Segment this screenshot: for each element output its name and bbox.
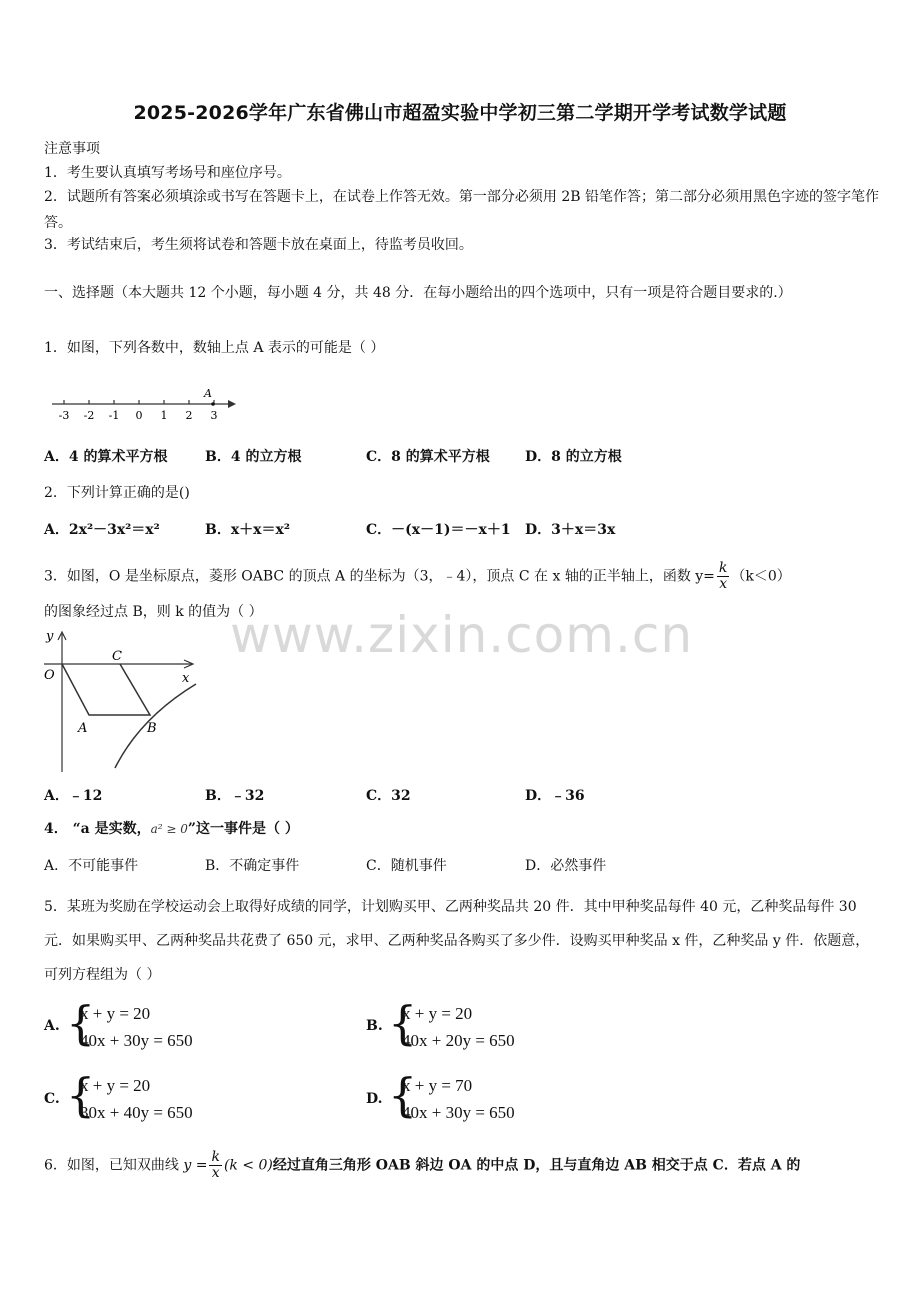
tick-label: -3 [58,409,70,422]
brace: { [66,996,96,1050]
q5-option-b-label[interactable]: B. [366,1018,383,1034]
q3-option-a[interactable]: A．﹣12 [44,788,103,804]
tick-label: 2 [185,409,193,422]
tick-label: -1 [108,409,120,422]
q1-option-a[interactable]: A．4 的算术平方根 [44,449,168,465]
q2-option-b[interactable]: B．x＋x＝x² [205,522,291,538]
label-c: C [112,649,122,664]
q4-option-c[interactable]: C．随机事件 [366,858,447,874]
q2-option-c[interactable]: C．－(x－1)＝－x＋1 [366,522,511,538]
q6-stem [44,1150,800,1181]
q3-option-c[interactable]: C．32 [366,788,411,804]
q3-frac-den: x [719,576,728,592]
q3-option-d[interactable]: D．﹣36 [525,788,585,804]
equation-1: x + y = 20 [80,1076,151,1095]
equation-2: 40x + 20y = 650 [402,1031,515,1050]
q6-y-eq: y = [183,1157,208,1174]
q4-math: a² ≥ 0 [150,822,188,836]
q3-stem-text: 3．如图，O 是坐标原点，菱形 OABC 的顶点 A 的坐标为（3，﹣4），顶点 C 在 x 轴的正半轴上，函数 y= [44,568,715,585]
rhombus-oabc [62,664,150,715]
equation-2: 40x + 30y = 650 [80,1031,193,1050]
q6-frac-num: k [211,1149,220,1165]
point-a-label: A [204,387,212,400]
q6-frac-den: x [211,1165,220,1181]
watermark: www.zixin.com.cn [230,606,694,664]
q3-stem-line-1 [44,561,791,592]
number-line-arrow [228,400,236,408]
q5-option-b-system[interactable] [388,996,515,1054]
q5-option-d-label[interactable]: D. [366,1091,383,1107]
equation-1: x + y = 20 [402,1004,473,1023]
q6-stem-text-b: 经过直角三角形 OAB 斜边 OA 的中点 D，且与直角边 AB 相交于点 C．若点 A 的 [272,1157,801,1174]
q3-fraction [717,561,729,592]
equation-1: x + y = 70 [402,1076,473,1095]
q4-stem [44,819,299,839]
q4-stem-text: 4． “a 是实数， [44,821,151,837]
q3-condition: （k＜0） [731,568,791,585]
q3-option-b[interactable]: B．﹣32 [205,788,265,804]
q4-stem-text-b: ”这一事件是（ ） [187,821,299,837]
label-o: O [44,668,55,683]
equation-2: 40x + 30y = 650 [402,1103,515,1122]
q4-option-a[interactable]: A．不可能事件 [44,858,139,874]
label-x: x [182,671,190,686]
q6-condition: (k < 0) [223,1157,273,1174]
brace: { [388,996,418,1050]
q3-rhombus-figure [40,626,200,776]
notice-item-3: 3．考试结束后，考生须将试卷和答题卡放在桌面上，待监考员收回。 [44,237,473,253]
label-b: B [147,721,157,736]
q4-option-b[interactable]: B．不确定事件 [205,858,300,874]
q4-option-d[interactable]: D．必然事件 [525,858,607,874]
q1-option-d[interactable]: D．8 的立方根 [525,449,622,465]
section-1-heading: 一、选择题（本大题共 12 个小题，每小题 4 分，共 48 分．在每小题给出的四个选项中，只有一项是符合题目要求的.） [44,285,792,301]
q5-option-d-system[interactable] [388,1068,515,1126]
tick-label: 1 [160,409,168,422]
tick-label: 0 [135,409,143,422]
brace: { [66,1068,96,1122]
q6-fraction [209,1150,221,1181]
q3-frac-num: k [718,560,728,576]
q5-option-c-system[interactable] [66,1068,193,1126]
q5-option-a-system[interactable] [66,996,193,1054]
q2-option-a[interactable]: A．2x²－3x²＝x² [44,522,160,538]
q5-option-a-label[interactable]: A. [44,1018,60,1034]
q6-stem-text: 6．如图，已知双曲线 [44,1157,179,1174]
q3-stem-line-2: 的图象经过点 B，则 k 的值为（ ） [44,604,263,620]
q2-stem: 2．下列计算正确的是() [44,485,190,501]
brace: { [388,1068,418,1122]
notice-item-2: 2．试题所有答案必须填涂或书写在答题卡上，在试卷上作答无效。第一部分必须用 2B 铅笔作答；第二部分必须用黑色字迹的签字笔作答。 [44,189,879,231]
equation-2: 30x + 40y = 650 [80,1103,193,1122]
q1-option-b[interactable]: B．4 的立方根 [205,449,302,465]
q5-option-c-label[interactable]: C. [44,1091,60,1107]
tick-label: -2 [83,409,95,422]
q2-option-d[interactable]: D．3＋x＝3x [525,522,616,538]
label-y: y [46,629,54,644]
label-a: A [78,721,88,736]
q5-stem: 5．某班为奖励在学校运动会上取得好成绩的同学，计划购买甲、乙两种奖品共 20 件．其中甲种奖品每件 40 元，乙种奖品每件 30 元．如果购买甲、乙两种奖品共花费了 650 元，求甲、乙两种奖品各购买了多少件．设购买甲种奖品 x 件，乙种奖品 y 件．依题意，可列方程组为（ ） [44,899,870,983]
equation-1: x + y = 20 [80,1004,151,1023]
q1-option-c[interactable]: C．8 的算术平方根 [366,449,490,465]
point-a-dot [211,402,215,406]
notice-item-1: 1．考生要认真填写考场号和座位序号。 [44,165,291,181]
exam-title: 2025-2026学年广东省佛山市超盈实验中学初三第二学期开学考试数学试题 [133,102,787,124]
tick-label: 3 [210,409,218,422]
q1-stem: 1．如图，下列各数中，数轴上点 A 表示的可能是（ ） [44,340,385,356]
q1-number-line-figure [50,383,250,425]
notice-heading: 注意事项 [44,141,100,157]
